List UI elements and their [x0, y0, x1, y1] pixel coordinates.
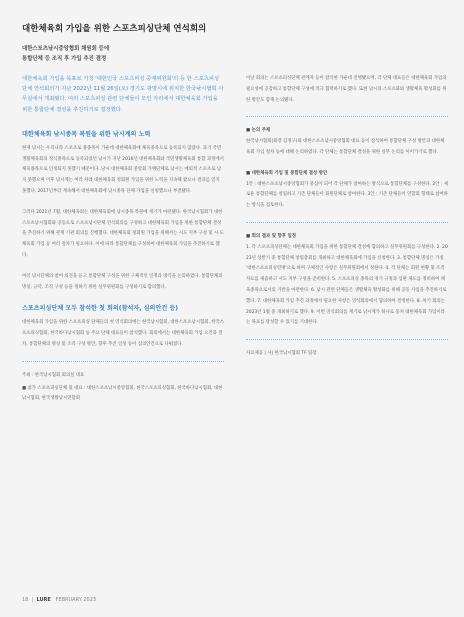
body-paragraph: ■ 참가 스포츠피싱단체 및 대표 : 대한스포츠낚시중앙협회, 한국스포츠피싱협회, 한국바다낚시협회, 대한낚시협회, 한국생활낚시연합회	[22, 385, 223, 402]
source-credit: 자료제공 | 사) 한국낚시협회 TF 팀장	[246, 351, 317, 357]
article-subtitle-1: 대한스포츠낚시중앙협회 채원회 등에	[22, 46, 110, 52]
divider	[246, 116, 448, 117]
body-paragraph: 이날 회의는 스포츠피싱단체 관계자 등이 참석한 가운데 진행됐으며, 각 단체 대표들은 대한체육회 가입의 필요성에 공감하고 통합단체 구성에 적극 협력하기로 했다. 또한 낚시의 스포츠화와 생활체육 활성화를 위한 방안도 함께 논의됐다.	[246, 76, 447, 103]
divider	[22, 361, 224, 362]
right-column	[246, 74, 448, 370]
subsection-heading: ■ 대한체육회 가입 및 통합단체 결성 방안	[246, 170, 328, 176]
article-title: 대한체육회 가입을 위한 스포츠피싱단체 연석회의	[22, 24, 207, 34]
body-paragraph: 주최 : 한국낚시협회 회의실 대표	[22, 372, 85, 378]
body-paragraph: 대한체육회 가입을 위한 스포츠피싱 단체들의 첫 연석회의에는 한국낚시협회, 대한스포츠낚시협회, 한국스포츠피싱협회, 한국바다낚시협회 등 주요 단체 대표들이 참석했다. 회의에서는 대한체육회 가입 요건과 절차, 통합단체의 명칭 및 조직 구성 방안, 향후 추진 일정 등이 심의안건으로 다뤄졌다.	[22, 320, 224, 347]
body-paragraph: 그러다 2021년 7월, 대한체육회는 대한체육회에 낚시종목 복원에 재기가 마련됐다. 한국낚시협회가 대한스포츠낚시협회와 공동으로 스포츠낚시단체 연석회의를 구성하고 대한체육회 가입을 위한 통합단체 결성을 추진하기 위해 관계 기관 회의를 진행했다. 대한체육회 정회원 가입을 위해서는 시도 지부 구성 및 시·도 체육회 가입 등 여러 절차가 필요하다. 이에 따라 통합단체를 구성하여 대한체육회 가입을 추진하기로 했다.	[22, 209, 224, 258]
divider	[246, 222, 448, 223]
subsection-heading: ■ 회의 결과 및 향후 일정	[246, 233, 296, 239]
body-paragraph: 1. 각 스포츠피싱단체는 대한체육회 가입을 위한 통합단체 결성에 합의하고 실무위원회를 구성한다. 2. 2023년 상반기 중 통합단체 창립총회를 개최하고 대한체육회에 가입을 신청한다. 3. 통합단체 명칭은 가칭 '대한스포츠피싱연맹'으로 하며 구체적인 사항은 실무위원회에서 정한다. 4. 각 단체는 회원 현황 및 조직 자료를 제출하고 시도 지부 구성을 준비한다. 5. 스포츠피싱 종목의 경기 규정과 심판 제도를 정비하여 체육종목으로서의 기반을 마련한다. 6. 낚시 관련 단체들은 생활체육 활성화를 위해 공동 사업을 추진하기로 했다. 7. 대한체육회 가입 추진 과정에서 필요한 사항은 연석회의에서 협의하여 결정한다. 8. 차기 회의는 2023년 1월 중 개최하기로 했다. 9. 이번 연석회의를 계기로 낚시계가 하나로 뭉쳐 대한체육회 가입이라는 목표를 달성할 수 있기를 기대한다.	[246, 244, 448, 326]
section-heading-2: 스포츠피싱단체 모두 참석한 첫 회의(참석자, 심의안건 등)	[22, 305, 179, 313]
article-subtitle-2: 통합단체 등 조직 후 가입 추진 결정	[22, 56, 107, 62]
issue-label: FEBRUARY 2023	[55, 597, 97, 603]
subsection-heading: ■ 논의 주제	[246, 128, 271, 134]
body-paragraph: 여러 낚시단체의 참여 의견을 듣고 통합단체 구성을 위한 구체적인 일정과 방식을 논의하였다. 통합단체의 명칭, 규약, 조직 구성 등을 정하기 위한 실무위원회를 구성하기로 합의했다.	[22, 273, 223, 290]
section-heading-1: 대한체육회 낚시종목 복원을 위한 낚시계의 노력	[22, 130, 151, 138]
divider	[246, 339, 448, 340]
lead-paragraph: 대한체육회 가입을 목표로 가칭 '대한민국 스포츠피싱 중재위원회'의 등 한 스포츠피싱단체 연석회의가 지난 2022년 11월 26일(토) 경기도 광명시에 위치한 한국낚시협회 사무실에서 개최됐다. 여러 스포츠피싱 관련 단체들이 모인 자리에서 대한체육회 가입을 위한 통합단체 결성을 추진하기로 결정했다.	[22, 76, 224, 113]
body-paragraph: 1안 : 대한스포츠낚시중앙협회가 중심이 되어 각 단체가 참여하는 방식으로 통합단체를 구성한다. 2안 : 새로운 통합단체를 설립하고 기존 단체들이 회원단체로 참여한다. 3안 : 기존 단체들이 연합회 형태로 참여하는 방식을 검토한다.	[246, 181, 448, 209]
magazine-brand: LURE	[36, 597, 51, 603]
left-column	[22, 74, 224, 415]
body-paragraph: 현재 낚시는 우리나라 스포츠로 종종목이 가운데 대한체육회에 체육종목으로 등록되지 않았다. 과거 국민생활체육회의 정식종목으로 등록되었던 낚시가 지난 2016년 대한체육회와 국민생활체육회 통합 과정에서 체육종목으로 인정되지 못했기 때문이다. 당시 대한체육회 중앙회 가맹단체로 낚시는 예외적 스포츠로 남지 못했으며 이후 낚시계는 여러 차례 대한체육회 정회원 가입을 위한 노력을 지속해 왔으나 결과를 얻지 못했다. 2017년부터 계속해서 대한체육회에 낚시종목 단체 가입을 신청했으나 부결됐다.	[22, 145, 224, 194]
body-paragraph: 한국낚시협회(회장 김정구)와 대한스포츠낚시중앙협회 대표 등이 참석하여 통합단체 구성 방안과 대한체육회 가입 절차 등에 대해 논의하였다. 각 단체는 통합단체 결성을 위한 실무 논의를 이어가기로 했다.	[246, 139, 445, 155]
page-footer: 18 | LURE FEBRUARY 2023	[22, 597, 97, 603]
page-number: 18	[22, 597, 29, 603]
